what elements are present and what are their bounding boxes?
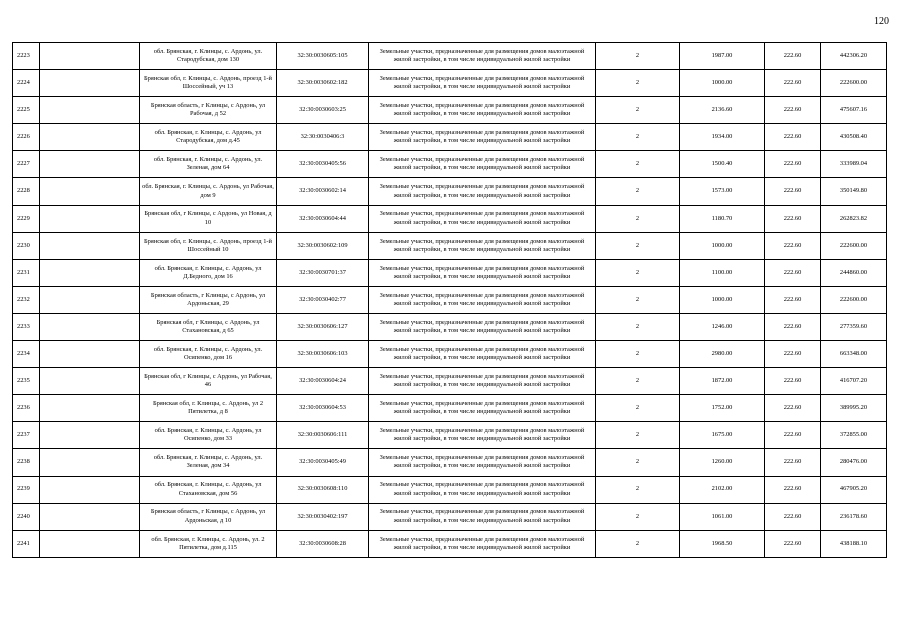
area-cell: 1573.00 <box>680 178 765 205</box>
cadastral-number-cell: 32:30:0030405:49 <box>277 449 369 476</box>
blank-cell <box>40 530 140 557</box>
group-cell: 2 <box>596 43 680 70</box>
table-row <box>13 395 887 422</box>
cadastral-value-cell: 277359.60 <box>821 313 887 340</box>
rate-cell: 222.60 <box>765 530 821 557</box>
land-use-cell: Земельные участки, предназначенные для размещения домов малоэтажной жилой застройки, в том числе индивидуальной жилой застройки <box>369 70 596 97</box>
land-use-cell: Земельные участки, предназначенные для размещения домов малоэтажной жилой застройки, в том числе индивидуальной жилой застройки <box>369 124 596 151</box>
table-row <box>13 151 887 178</box>
rate-cell: 222.60 <box>765 422 821 449</box>
address-cell: обл. Брянская, г. Клинцы, с. Ардонь, ул. Зеленая, дом 34 <box>140 449 277 476</box>
cadastral-value-cell: 222600.00 <box>821 232 887 259</box>
table-row <box>13 205 887 232</box>
table-row <box>13 286 887 313</box>
page-number: 120 <box>874 16 889 27</box>
row-number-cell: 2223 <box>13 43 40 70</box>
table-row <box>13 313 887 340</box>
group-cell: 2 <box>596 422 680 449</box>
row-number-cell: 2233 <box>13 313 40 340</box>
cadastral-number-cell: 32:30:0030405:56 <box>277 151 369 178</box>
cadastral-number-cell: 32:30:0030701:37 <box>277 259 369 286</box>
address-cell: Брянская обл, г. Клинцы, с. Ардонь, проезд 1-й Шоссейный, уч 13 <box>140 70 277 97</box>
address-cell: обл. Брянская, г. Клинцы, с. Ардонь, ул. Стародубская, дом 130 <box>140 43 277 70</box>
cadastral-value-cell: 438188.10 <box>821 530 887 557</box>
table-row <box>13 232 887 259</box>
cadastral-value-cell: 430508.40 <box>821 124 887 151</box>
blank-cell <box>40 286 140 313</box>
group-cell: 2 <box>596 341 680 368</box>
land-use-cell: Земельные участки, предназначенные для размещения домов малоэтажной жилой застройки, в том числе индивидуальной жилой застройки <box>369 395 596 422</box>
blank-cell <box>40 97 140 124</box>
area-cell: 1987.00 <box>680 43 765 70</box>
cadastral-number-cell: 32:30:0030604:53 <box>277 395 369 422</box>
cadastral-number-cell: 32:30:0030606:111 <box>277 422 369 449</box>
cadastral-value-cell: 262823.82 <box>821 205 887 232</box>
table-row <box>13 476 887 503</box>
land-use-cell: Земельные участки, предназначенные для размещения домов малоэтажной жилой застройки, в том числе индивидуальной жилой застройки <box>369 97 596 124</box>
area-cell: 1752.00 <box>680 395 765 422</box>
blank-cell <box>40 232 140 259</box>
area-cell: 1872.00 <box>680 368 765 395</box>
rate-cell: 222.60 <box>765 70 821 97</box>
land-use-cell: Земельные участки, предназначенные для размещения домов малоэтажной жилой застройки, в том числе индивидуальной жилой застройки <box>369 286 596 313</box>
table-row <box>13 178 887 205</box>
rate-cell: 222.60 <box>765 232 821 259</box>
cadastral-value-cell: 236178.60 <box>821 503 887 530</box>
address-cell: обл. Брянская, г. Клинцы, с. Ардонь, ул Рабочая, дом 9 <box>140 178 277 205</box>
rate-cell: 222.60 <box>765 476 821 503</box>
land-use-cell: Земельные участки, предназначенные для размещения домов малоэтажной жилой застройки, в том числе индивидуальной жилой застройки <box>369 422 596 449</box>
area-cell: 1100.00 <box>680 259 765 286</box>
cadastral-number-cell: 32:30:0030602:182 <box>277 70 369 97</box>
cadastral-number-cell: 32:30:0030608:28 <box>277 530 369 557</box>
group-cell: 2 <box>596 286 680 313</box>
blank-cell <box>40 449 140 476</box>
cadastral-value-cell: 222600.00 <box>821 286 887 313</box>
area-cell: 1500.40 <box>680 151 765 178</box>
address-cell: Брянская область, г Клинцы, с Ардонь, ул Ардоньская, 29 <box>140 286 277 313</box>
rate-cell: 222.60 <box>765 341 821 368</box>
rate-cell: 222.60 <box>765 259 821 286</box>
cadastral-value-cell: 475607.16 <box>821 97 887 124</box>
blank-cell <box>40 205 140 232</box>
blank-cell <box>40 43 140 70</box>
table-row <box>13 341 887 368</box>
group-cell: 2 <box>596 178 680 205</box>
address-cell: Брянская обл, г. Клинцы, с. Ардонь, ул 2 Пятилетка, д 8 <box>140 395 277 422</box>
cadastral-number-cell: 32:30:0030402:197 <box>277 503 369 530</box>
table-row <box>13 70 887 97</box>
blank-cell <box>40 124 140 151</box>
rate-cell: 222.60 <box>765 368 821 395</box>
row-number-cell: 2237 <box>13 422 40 449</box>
cadastral-number-cell: 32:30:0030604:24 <box>277 368 369 395</box>
group-cell: 2 <box>596 259 680 286</box>
land-use-cell: Земельные участки, предназначенные для размещения домов малоэтажной жилой застройки, в том числе индивидуальной жилой застройки <box>369 368 596 395</box>
row-number-cell: 2235 <box>13 368 40 395</box>
land-use-cell: Земельные участки, предназначенные для размещения домов малоэтажной жилой застройки, в том числе индивидуальной жилой застройки <box>369 232 596 259</box>
cadastral-number-cell: 32:30:0030603:25 <box>277 97 369 124</box>
area-cell: 1675.00 <box>680 422 765 449</box>
area-cell: 2102.00 <box>680 476 765 503</box>
blank-cell <box>40 259 140 286</box>
cadastral-value-cell: 389995.20 <box>821 395 887 422</box>
rate-cell: 222.60 <box>765 395 821 422</box>
rate-cell: 222.60 <box>765 43 821 70</box>
rate-cell: 222.60 <box>765 286 821 313</box>
group-cell: 2 <box>596 151 680 178</box>
cadastral-number-cell: 32:30:0030605:105 <box>277 43 369 70</box>
address-cell: обл. Брянская, г. Клинцы, с. Ардонь, ул. 2 Пятилетка, дом д.115 <box>140 530 277 557</box>
row-number-cell: 2230 <box>13 232 40 259</box>
rate-cell: 222.60 <box>765 205 821 232</box>
land-use-cell: Земельные участки, предназначенные для размещения домов малоэтажной жилой застройки, в том числе индивидуальной жилой застройки <box>369 476 596 503</box>
blank-cell <box>40 341 140 368</box>
row-number-cell: 2232 <box>13 286 40 313</box>
land-use-cell: Земельные участки, предназначенные для размещения домов малоэтажной жилой застройки, в том числе индивидуальной жилой застройки <box>369 530 596 557</box>
table-row <box>13 503 887 530</box>
address-cell: обл. Брянская, г. Клинцы, с. Ардонь, ул Стародубская, дом д.45 <box>140 124 277 151</box>
table-row <box>13 530 887 557</box>
cadastral-number-cell: 32:30:0030606:127 <box>277 313 369 340</box>
rate-cell: 222.60 <box>765 97 821 124</box>
group-cell: 2 <box>596 205 680 232</box>
address-cell: обл. Брянская, г. Клинцы, с. Ардонь, ул Д.Бедного, дом 16 <box>140 259 277 286</box>
address-cell: обл. Брянская, г. Клинцы, с. Ардонь, ул. Осипенко, дом 16 <box>140 341 277 368</box>
rate-cell: 222.60 <box>765 151 821 178</box>
cadastral-number-cell: 32:30:0030406:3 <box>277 124 369 151</box>
cadastral-value-cell: 467905.20 <box>821 476 887 503</box>
area-cell: 1000.00 <box>680 70 765 97</box>
table-row <box>13 124 887 151</box>
area-cell: 1260.00 <box>680 449 765 476</box>
cadastral-value-cell: 442306.20 <box>821 43 887 70</box>
land-use-cell: Земельные участки, предназначенные для размещения домов малоэтажной жилой застройки, в том числе индивидуальной жилой застройки <box>369 43 596 70</box>
area-cell: 1968.50 <box>680 530 765 557</box>
cadastral-value-cell: 222600.00 <box>821 70 887 97</box>
rate-cell: 222.60 <box>765 503 821 530</box>
group-cell: 2 <box>596 313 680 340</box>
blank-cell <box>40 503 140 530</box>
cadastral-number-cell: 32:30:0030608:110 <box>277 476 369 503</box>
group-cell: 2 <box>596 368 680 395</box>
table-row <box>13 422 887 449</box>
address-cell: Брянская обл, г Клинцы, с Ардонь, ул Новая, д 10 <box>140 205 277 232</box>
row-number-cell: 2226 <box>13 124 40 151</box>
group-cell: 2 <box>596 503 680 530</box>
address-cell: Брянская область, г Клинцы, с Ардонь, ул Рабочая, д 52 <box>140 97 277 124</box>
area-cell: 1180.70 <box>680 205 765 232</box>
row-number-cell: 2240 <box>13 503 40 530</box>
table-row <box>13 259 887 286</box>
cadastral-number-cell: 32:30:0030602:109 <box>277 232 369 259</box>
address-cell: Брянская обл, г Клинцы, с Ардонь, ул Рабочая, 46 <box>140 368 277 395</box>
row-number-cell: 2229 <box>13 205 40 232</box>
row-number-cell: 2228 <box>13 178 40 205</box>
row-number-cell: 2231 <box>13 259 40 286</box>
blank-cell <box>40 70 140 97</box>
land-use-cell: Земельные участки, предназначенные для размещения домов малоэтажной жилой застройки, в том числе индивидуальной жилой застройки <box>369 259 596 286</box>
blank-cell <box>40 422 140 449</box>
cadastral-value-cell: 372855.00 <box>821 422 887 449</box>
table-row <box>13 97 887 124</box>
table-row <box>13 368 887 395</box>
group-cell: 2 <box>596 97 680 124</box>
cadastral-number-cell: 32:30:0030402:77 <box>277 286 369 313</box>
address-cell: обл. Брянская, г. Клинцы, с. Ардонь, ул Стахановская, дом 56 <box>140 476 277 503</box>
land-use-cell: Земельные участки, предназначенные для размещения домов малоэтажной жилой застройки, в том числе индивидуальной жилой застройки <box>369 503 596 530</box>
land-use-cell: Земельные участки, предназначенные для размещения домов малоэтажной жилой застройки, в том числе индивидуальной жилой застройки <box>369 341 596 368</box>
rate-cell: 222.60 <box>765 313 821 340</box>
area-cell: 1000.00 <box>680 286 765 313</box>
cadastral-value-cell: 350149.80 <box>821 178 887 205</box>
land-use-cell: Земельные участки, предназначенные для размещения домов малоэтажной жилой застройки, в том числе индивидуальной жилой застройки <box>369 151 596 178</box>
address-cell: Брянская область, г Клинцы, с Ардонь, ул Ардоньская, д 10 <box>140 503 277 530</box>
rate-cell: 222.60 <box>765 178 821 205</box>
area-cell: 1934.00 <box>680 124 765 151</box>
row-number-cell: 2224 <box>13 70 40 97</box>
row-number-cell: 2239 <box>13 476 40 503</box>
row-number-cell: 2241 <box>13 530 40 557</box>
blank-cell <box>40 151 140 178</box>
area-cell: 1246.00 <box>680 313 765 340</box>
blank-cell <box>40 178 140 205</box>
table-row <box>13 449 887 476</box>
cadastral-number-cell: 32:30:0030606:103 <box>277 341 369 368</box>
blank-cell <box>40 368 140 395</box>
row-number-cell: 2236 <box>13 395 40 422</box>
row-number-cell: 2225 <box>13 97 40 124</box>
cadastral-value-cell: 416707.20 <box>821 368 887 395</box>
address-cell: обл. Брянская, г. Клинцы, с. Ардонь, ул Осипенко, дом 33 <box>140 422 277 449</box>
group-cell: 2 <box>596 395 680 422</box>
address-cell: Брянская обл, г. Клинцы, с. Ардонь, проезд 1-й Шоссейный 10 <box>140 232 277 259</box>
area-cell: 2980.00 <box>680 341 765 368</box>
address-cell: Брянская обл, г Клинцы, с Ардонь, ул Стахановская, д 65 <box>140 313 277 340</box>
row-number-cell: 2227 <box>13 151 40 178</box>
row-number-cell: 2238 <box>13 449 40 476</box>
group-cell: 2 <box>596 232 680 259</box>
group-cell: 2 <box>596 476 680 503</box>
area-cell: 1061.00 <box>680 503 765 530</box>
land-use-cell: Земельные участки, предназначенные для размещения домов малоэтажной жилой застройки, в том числе индивидуальной жилой застройки <box>369 449 596 476</box>
land-use-cell: Земельные участки, предназначенные для размещения домов малоэтажной жилой застройки, в том числе индивидуальной жилой застройки <box>369 313 596 340</box>
rate-cell: 222.60 <box>765 449 821 476</box>
cadastral-number-cell: 32:30:0030604:44 <box>277 205 369 232</box>
address-cell: обл. Брянская, г. Клинцы, с. Ардонь, ул. Зеленая, дом 64 <box>140 151 277 178</box>
area-cell: 2136.60 <box>680 97 765 124</box>
group-cell: 2 <box>596 70 680 97</box>
cadastral-value-cell: 280476.00 <box>821 449 887 476</box>
table-row <box>13 43 887 70</box>
cadastral-value-cell: 244860.00 <box>821 259 887 286</box>
land-use-cell: Земельные участки, предназначенные для размещения домов малоэтажной жилой застройки, в том числе индивидуальной жилой застройки <box>369 205 596 232</box>
land-use-cell: Земельные участки, предназначенные для размещения домов малоэтажной жилой застройки, в том числе индивидуальной жилой застройки <box>369 178 596 205</box>
cadastral-number-cell: 32:30:0030602:14 <box>277 178 369 205</box>
cadastral-value-cell: 663348.00 <box>821 341 887 368</box>
cadastral-value-cell: 333989.04 <box>821 151 887 178</box>
blank-cell <box>40 395 140 422</box>
blank-cell <box>40 476 140 503</box>
group-cell: 2 <box>596 449 680 476</box>
rate-cell: 222.60 <box>765 124 821 151</box>
row-number-cell: 2234 <box>13 341 40 368</box>
group-cell: 2 <box>596 124 680 151</box>
land-registry-table <box>12 42 887 558</box>
group-cell: 2 <box>596 530 680 557</box>
area-cell: 1000.00 <box>680 232 765 259</box>
blank-cell <box>40 313 140 340</box>
